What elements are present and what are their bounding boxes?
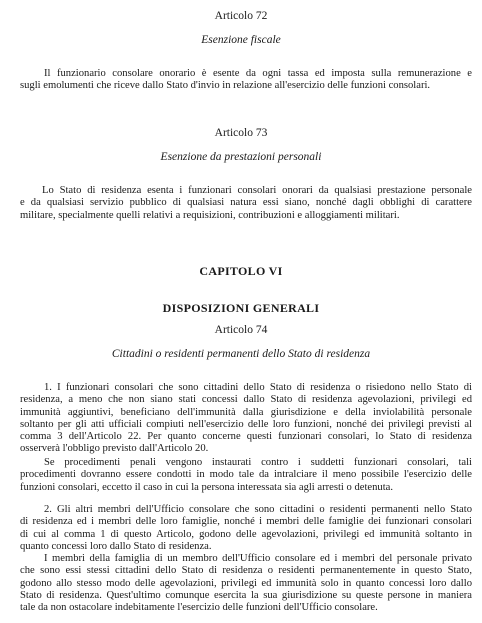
text-line: I membri della famiglia di un membro dell'Ufficio consolare ed i membri del personale privato [44,553,472,564]
text-line: tale da non ostacolare indebitamente l'esercizio delle funzioni dell'Ufficio consolare. [20,602,378,614]
text-line: funzioni consolari, eccetto il caso in cui la persona interessata sia agli arresti o detenuta. [20,481,393,493]
text-line: osserverà l'obbligo previsto dall'Articolo 20. [20,443,209,455]
text-line: Il funzionario consolare onorario è esente da ogni tassa ed imposta sulla remunerazione e [44,68,472,79]
chapter-number: CAPITOLO VI [199,264,283,278]
text-line: Lo Stato di residenza esenta i funzionari consolari onorari da qualsiasi prestazione personale [42,185,472,196]
article-74-paragraph-3 [20,504,472,553]
article-73-subtitle: Esenzione da prestazioni personali [160,151,322,163]
text-line: che sono essi stessi cittadini dello Stato di residenza o residenti permanentemente in questo Stato, [20,565,472,577]
text-line: quanto concessi loro dallo Stato di residenza. [20,540,212,552]
article-74-paragraph-2 [20,457,472,494]
text-line: e da qualsiasi servizio pubblico di qualsiasi natura essi siano, nonché dagli obblighi di carattere [20,197,472,209]
article-72-subtitle: Esenzione fiscale [201,34,281,46]
text-line: Stato di residenza. Quest'ultimo comunque esercita la sua giurisdizione su queste persone in maniera [20,589,472,601]
text-line: immunità aggiuntivi, beneficiano dell'immunità dalla giurisdizione e della inviolabilità personale [20,406,472,418]
text-line: soltanto per gli atti ufficiali compiuti nell'esercizio delle loro funzioni, nonché dei privilegi previsti al [20,418,472,430]
article-72-paragraph [20,68,472,93]
article-74-subtitle: Cittadini o residenti permanenti dello Stato di residenza [111,348,371,360]
article-73-title: Articolo 73 [214,127,268,139]
text-line: comma 3 dell'Articolo 22. Per quanto concerne questi funzionari consolari, lo Stato di residenza [20,431,472,443]
article-74-paragraph-1 [20,382,472,456]
text-line: militare, specialmente quelli relativi a requisizioni, contribuzioni e alloggiamenti militari. [20,209,400,221]
text-line: di cui al comma 1 di questo Articolo, godono delle agevolazioni, privilegi ed immunità soltanto in [20,528,472,540]
text-line: 2. Gli altri membri dell'Ufficio consolare che sono cittadini o residenti permanenti nello Stato [44,504,472,515]
text-line: 1. I funzionari consolari che sono cittadini dello Stato di residenza o risiedono nello Stato di [44,382,472,393]
text-line: procedimenti dovranno essere condotti in modo tale da intralciare il meno possibile l'esercizio delle [20,469,472,481]
chapter-title: DISPOSIZIONI GENERALI [162,301,320,315]
text-line: godono allo stesso modo delle agevolazioni, privilegi ed immunità solo in quanto concessi loro dallo [20,577,472,589]
text-line: residenza, a meno che non siano stati concessi dallo Stato di residenza agevolazioni, privilegi ed [20,394,472,406]
article-74-title: Articolo 74 [214,324,268,336]
article-72-title: Articolo 72 [214,10,268,22]
article-73-paragraph [20,185,472,222]
text-line: di residenza ed i membri delle loro famiglie, nonché i membri delle famiglie dei funzionari consolari [20,516,472,528]
text-line: Se procedimenti penali vengono instaurati contro i suddetti funzionari consolari, tali [44,457,472,468]
text-line: sugli emolumenti che riceve dallo Stato d'invio in relazione all'esercizio delle funzioni consolari. [20,80,431,92]
article-74-paragraph-4 [20,553,472,614]
